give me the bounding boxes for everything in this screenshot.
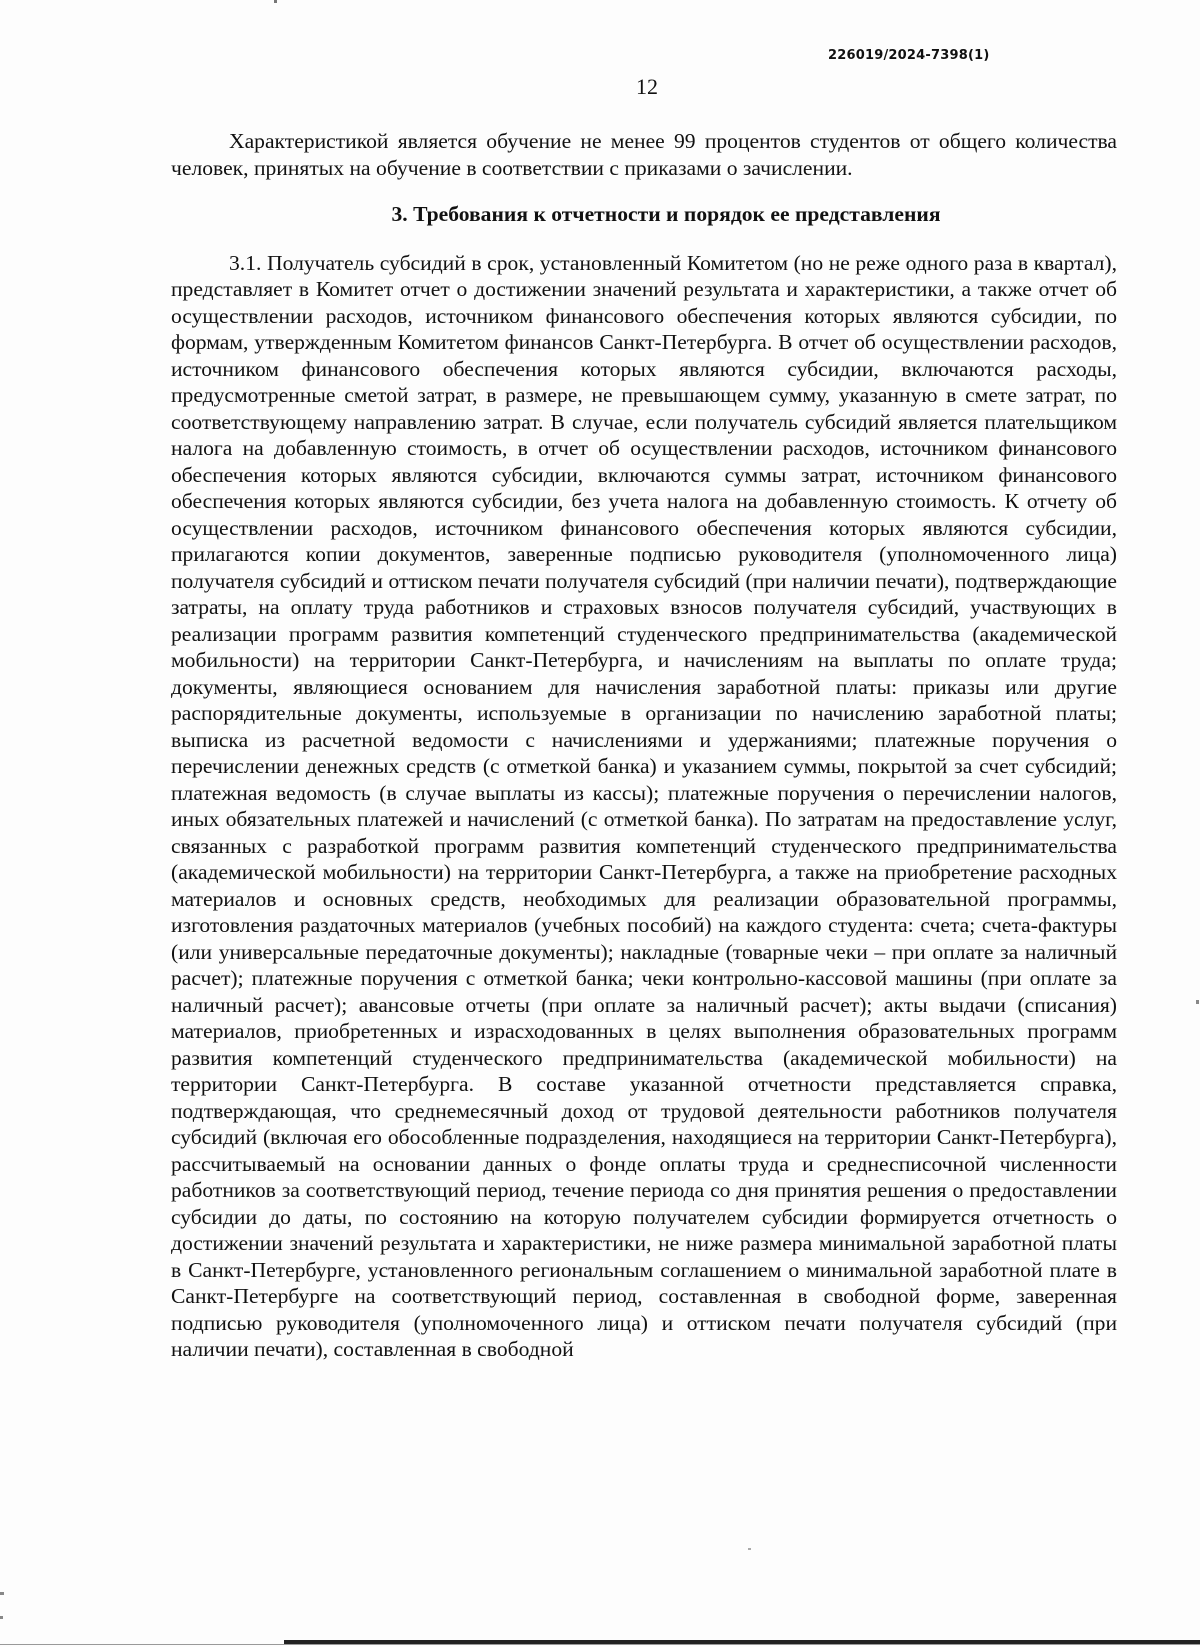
scan-bottom-border: [0, 1644, 1200, 1645]
intro-paragraph: Характеристикой является обучение не менее 99 процентов студентов от общего количества человек, принятых на обучение в соответствии с приказами о зачислении.: [171, 129, 1117, 180]
section-heading: 3. Требования к отчетности и порядок ее представления: [391, 202, 941, 226]
scan-edge-mark: [1196, 1000, 1199, 1004]
document-body: [171, 128, 1117, 1363]
document-number: 226019/2024-7398(1): [828, 48, 990, 63]
page-number: 12: [636, 74, 658, 99]
scan-speck: [748, 1548, 751, 1550]
scan-edge-mark: [0, 1616, 3, 1619]
main-paragraph: 3.1. Получатель субсидий в срок, установленный Комитетом (но не реже одного раза в квартал), представляет в Комитет отчет о достижении значений результата и характеристики, а также отчет об осуществлении расходов, источником финансового обеспечения которых являются субсидии, по формам, утвержденным Комитетом финансов Санкт-Петербурга. В отчет об осуществлении расходов, источником финансового обеспечения которых являются субсидии, включаются расходы, предусмотренные сметой затрат, в размере, не превышающем сумму, указанную в смете затрат, по соответствующему направлению затрат. В случае, если получатель субсидий является плательщиком налога на добавленную стоимость, в отчет об осуществлении расходов, источником финансового обеспечения которых являются субсидии, включаются суммы затрат, источником финансового обеспечения которых являются субсидии, без учета налога на добавленную стоимость. К отчету об осуществлении расходов, источником финансового обеспечения которых являются субсидии, прилагаются копии документов, заверенные подписью руководителя (уполномоченного лица) получателя субсидий и оттиском печати получателя субсидий (при наличии печати), подтверждающие затраты, на оплату труда работников и страховых взносов получателя субсидий, участвующих в реализации программ развития компетенций студенческого предпринимательства (академической мобильности) на территории Санкт-Петербурга, и начислениям на выплаты по оплате труда; документы, являющиеся основанием для начисления заработной платы: приказы или другие распорядительные документы, используемые в организации по начислению заработной платы; выписка из расчетной ведомости с начислениями и удержаниями; платежные поручения о перечислении денежных средств (с отметкой банка) и указанием суммы, покрытой за счет субсидий; платежная ведомость (в случае выплаты из кассы); платежные поручения о перечислении налогов, иных обязательных платежей и начислений (с отметкой банка). По затратам на предоставление услуг, связанных с разработкой программ развития компетенций студенческого предпринимательства (академической мобильности) на территории Санкт-Петербурга, а также на приобретение расходных материалов и основных средств, необходимых для реализации образовательной программы, изготовления раздаточных материалов (учебных пособий) на каждого студента: счета; счета-фактуры (или универсальные передаточные документы); накладные (товарные чеки – при оплате за наличный расчет); платежные поручения с отметкой банка; чеки контрольно-кассовой машины (при оплате за наличный расчет); авансовые отчеты (при оплате за наличный расчет); акты выдачи (списания) материалов, приобретенных и израсходованных в целях выполнения образовательных программ развития компетенций студенческого предпринимательства (академической мобильности) на территории Санкт-Петербурга. В составе указанной отчетности представляется справка, подтверждающая, что среднемесячный доход от трудовой деятельности работников получателя субсидий (включая его обособленные подразделения, находящиеся на территории Санкт-Петербурга), рассчитываемый на основании данных о фонде оплаты труда и среднесписочной численности работников за соответствующий период, течение периода со дня принятия решения о предоставлении субсидии до даты, по состоянию на которую получателем субсидии формируется отчетность о достижении значений результата и характеристики, не ниже размера минимальной заработной платы в Санкт-Петербурге, установленного региональным соглашением о минимальной заработной плате в Санкт-Петербурге на соответствующий период, составленная в свободной форме, заверенная подписью руководителя (уполномоченного лица) и оттиском печати получателя субсидий (при наличии печати), составленная в свободной: [171, 250, 1117, 1361]
scan-edge-mark: [0, 1592, 4, 1595]
scan-mark: [274, 0, 277, 3]
